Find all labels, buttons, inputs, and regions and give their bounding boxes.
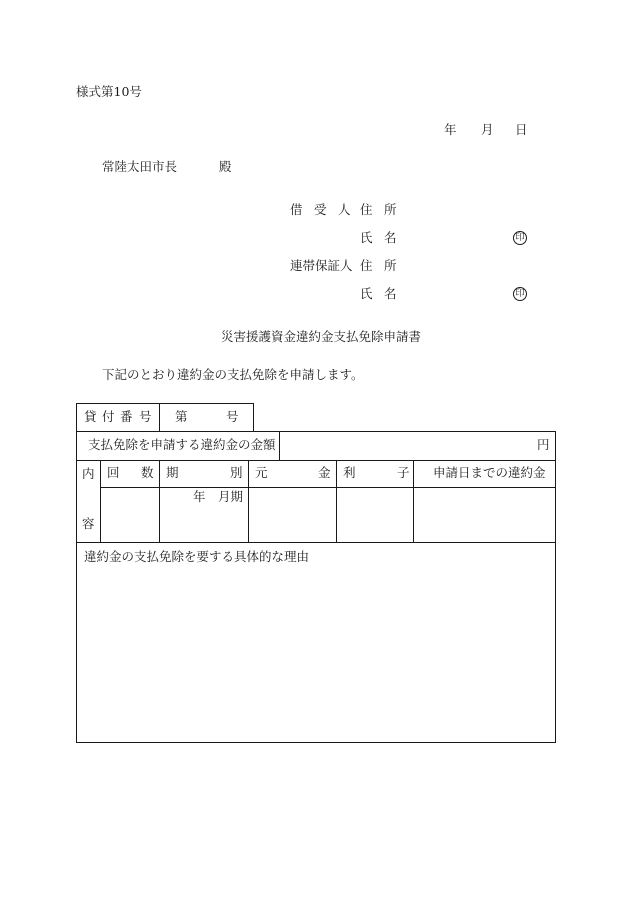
borrower-address-char: 住 <box>360 202 373 217</box>
detail-side-label-char: 内 <box>82 466 95 481</box>
period-month-label: 月期 <box>218 489 244 504</box>
loan-number-suffix: 号 <box>226 409 239 424</box>
loan-number-label-char: 貸 <box>84 409 97 424</box>
reason-label: 違約金の支払免除を要する具体的な理由 <box>84 549 310 564</box>
guarantor-name-char: 名 <box>384 286 397 301</box>
col-count-header-char: 回 <box>107 465 120 480</box>
document-title: 災害援護資金違約金支払免除申請書 <box>221 329 422 344</box>
borrower-name-char: 名 <box>384 230 397 245</box>
col-principal-header-char: 元 <box>255 465 268 480</box>
guarantor-name-char: 氏 <box>360 286 373 301</box>
date-day-label: 日 <box>515 122 528 137</box>
col-penalty-header: 申請日までの違約金 <box>433 465 546 480</box>
col-interest-header-char: 利 <box>343 465 356 480</box>
loan-number-label-char: 付 <box>102 409 115 424</box>
borrower-name-char: 氏 <box>360 230 373 245</box>
form-number: 様式第10号 <box>76 84 142 99</box>
date-month-label: 月 <box>481 122 494 137</box>
loan-number-label-char: 号 <box>139 409 152 424</box>
detail-side-label-char: 容 <box>82 516 95 531</box>
col-count-header-char: 数 <box>141 465 154 480</box>
loan-number-label-char: 番 <box>120 409 133 424</box>
loan-number-prefix: 第 <box>175 409 188 424</box>
borrower-role-char: 借 <box>290 202 303 217</box>
col-period-header-char: 期 <box>166 465 179 480</box>
guarantor-role: 連帯保証人 <box>290 258 353 273</box>
date-year-label: 年 <box>444 122 457 137</box>
intro-text: 下記のとおり違約金の支払免除を申請します。 <box>102 367 364 382</box>
addressee-name: 常陸太田市長 <box>102 159 178 174</box>
col-principal-header-char: 金 <box>318 465 331 480</box>
borrower-seal-mark: 印 <box>513 231 527 245</box>
guarantor-seal-mark: 印 <box>513 287 527 301</box>
borrower-role-char: 人 <box>338 202 351 217</box>
guarantor-address-char: 住 <box>360 258 373 273</box>
borrower-address-char: 所 <box>384 202 397 217</box>
addressee-honorific: 殿 <box>219 159 232 174</box>
exemption-amount-label: 支払免除を申請する違約金の金額 <box>88 437 276 452</box>
col-period-header-char: 別 <box>230 465 243 480</box>
col-interest-header-char: 子 <box>397 465 410 480</box>
guarantor-address-char: 所 <box>384 258 397 273</box>
borrower-role-char: 受 <box>314 202 327 217</box>
exemption-amount-unit: 円 <box>537 437 550 452</box>
period-year-label: 年 <box>193 489 206 504</box>
